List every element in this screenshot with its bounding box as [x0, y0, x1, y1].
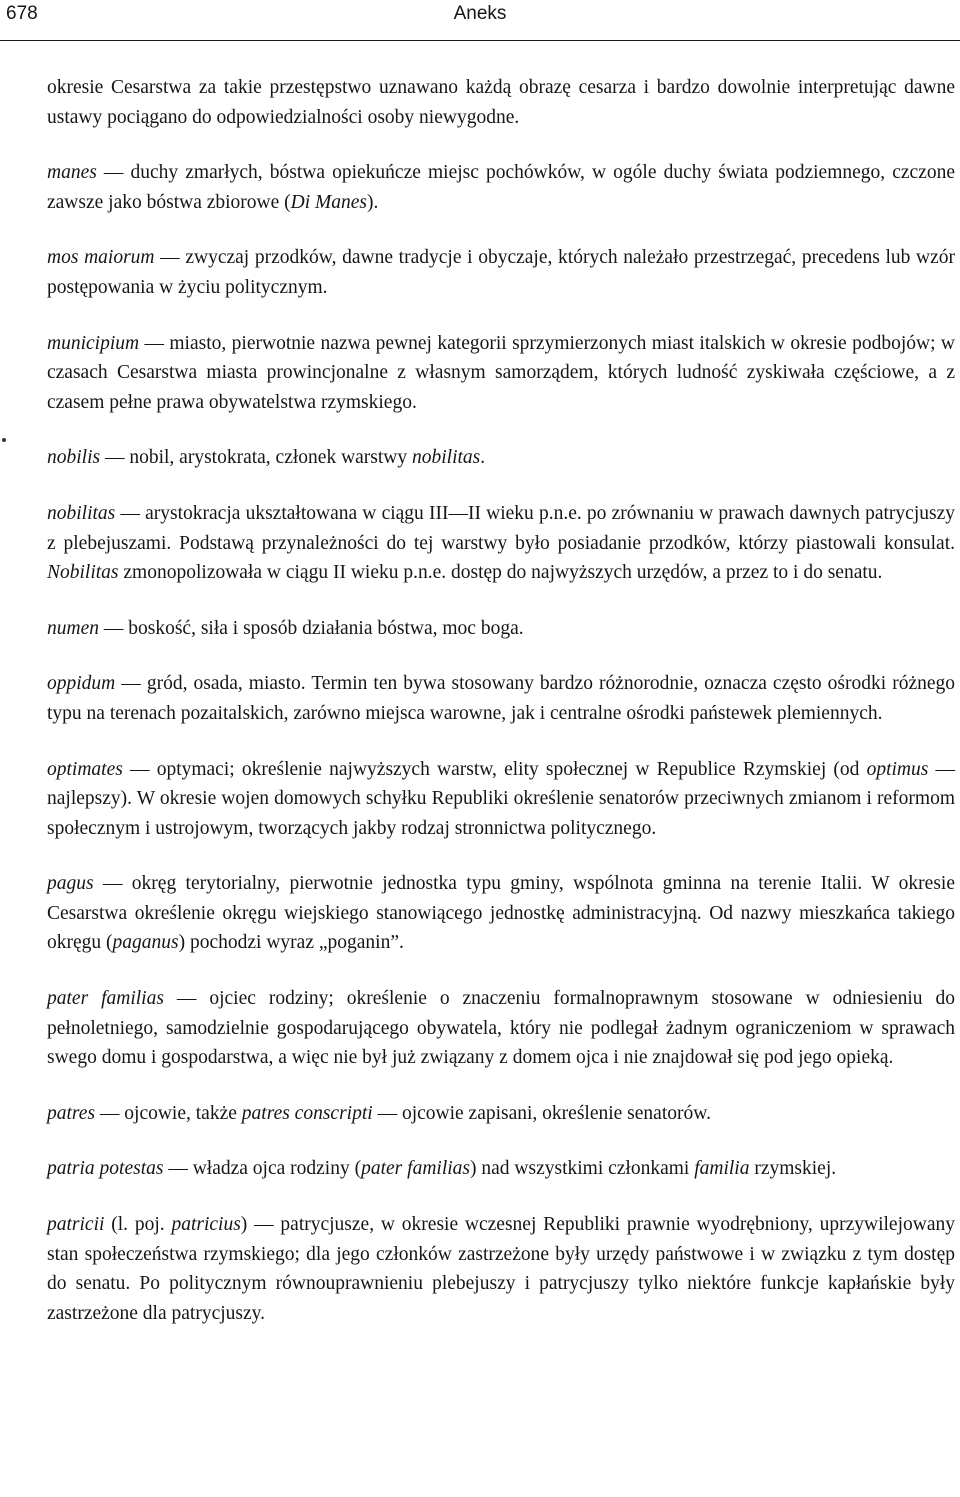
- glossary-entry-manes: manes — duchy zmarłych, bóstwa opiekuńcze miejsc pochówków, w ogóle duchy świata podziemnego, czczone zawsze jako bóstwa zbiorowe (Di Manes).: [47, 162, 956, 213]
- entry-term: nobilitas: [47, 502, 116, 524]
- entry-term: optimates: [47, 758, 123, 780]
- entry-term: patria potestas: [47, 1158, 164, 1180]
- glossary-entry-pagus: pagus — okręg terytorialny, pierwotnie jednostka typu gminy, wspólnota gminna na terenie Italii. W okresie Cesarstwa określenie okręgu wiejskiego stanowiącego jednostkę administracyjną. Od nazwy mieszkańca takiego okręgu (paganus) pochodzi wyraz „poganin”.: [47, 873, 955, 954]
- entry-definition: nobil, arystokrata, członek warstwy: [129, 447, 413, 469]
- entry-definition: optymaci; określenie najwyższych warstw, elity społecznej w Republice Rzymskiej (od: [156, 758, 867, 780]
- glossary-entry-optimates: optimates — optymaci; określenie najwyższych warstw, elity społecznej w Republice Rzymskiej (od optimus — najlepszy). W okresie wojen domowych schyłku Republiki określenie senatorów przeciwnych zmianom i reformom społecznym i ustrojowym, tworzących jakby rodzaj stronnictwa politycznego.: [47, 758, 956, 839]
- running-head: Aneks: [453, 3, 507, 24]
- entry-term: manes: [47, 162, 97, 184]
- entry-term: patricii: [47, 1214, 105, 1236]
- entry-term: pater familias: [47, 988, 164, 1010]
- glossary-entry-numen: numen — boskość, siła i sposób działania bóstwa, moc boga.: [47, 617, 524, 639]
- entry-term: nobilis: [47, 447, 101, 469]
- glossary-entry-mos-maiorum: mos maiorum — zwyczaj przodków, dawne tradycje i obyczaje, których należało przestrzegać, precedens lub wzór postępowania w życiu politycznym.: [47, 247, 956, 298]
- entry-definition: ojcowie, także: [124, 1102, 242, 1124]
- glossary-entry-municipium: municipium — miasto, pierwotnie nazwa pewnej kategorii sprzymierzonych miast italskich w okresie podbojów; w czasach Cesarstwa miasta prowincjonalne z własnym samorządem, których ludność zyskiwała częściowe, a z czasem pełne prawa obywatelstwa rzymskiego.: [47, 332, 955, 413]
- entry-term: patres: [47, 1102, 96, 1124]
- entry-term: oppidum: [47, 673, 116, 695]
- entry-definition: boskość, siła i sposób działania bóstwa, moc boga.: [128, 617, 524, 639]
- glossary-entry-patria-potestas: patria potestas — władza ojca rodziny (pater familias) nad wszystkimi członkami familia rzymskiej.: [47, 1158, 837, 1180]
- glossary-entry-patricii: patricii (l. poj. patricius) — patrycjusze, w okresie wczesnej Republiki prawnie wyodrębniony, uprzywilejowany stan społeczeństwa rzymskiego; dla jego członków zastrzeżone były urzędy państwowe i w związku z tym dostęp do senatu. Po politycznym równouprawnieniu plebejuszy i patrycjuszy tylko niektóre funkcje kapłańskie były zastrzeżone dla patrycjuszy.: [47, 1214, 955, 1324]
- entry-definition: miasto, pierwotnie nazwa pewnej kategorii sprzymierzonych miast italskich w okresie podbojów; w czasach Cesarstwa miasta prowincjonalne z własnym samorządem, których ludność zyskiwała częściowe, a z czasem pełne prawa obywatelstwa rzymskiego.: [47, 332, 955, 413]
- entry-definition: ojciec rodziny; określenie o znaczeniu formalnoprawnym stosowane w odniesieniu do pełnoletniego, samodzielnie gospodarującego obywatela, który nie podlegał żadnym ograniczeniom w sprawach swego domu i gospodarstwa, a więc nie był już związany z domem ojca i nie znajdował się pod jego opieką.: [47, 988, 956, 1069]
- glossary-entry-nobilitas: nobilitas — arystokracja ukształtowana w ciągu III—II wieku p.n.e. po zrównaniu w prawach dawnych patrycjuszy z plebejuszami. Podstawą przynależności do tej warstwy było posiadanie przodków, którzy piastowali konsulat. Nobilitas zmonopolizowała w ciągu II wieku p.n.e. dostęp do najwyższych urzędów, a przez to i do senatu.: [47, 502, 955, 584]
- page-header: [0, 0, 960, 41]
- entry-definition: gród, osada, miasto. Termin ten bywa stosowany bardzo różnorodnie, oznacza często ośrodki różnego typu na terenach pozaitalskich, zarówno miejsca warowne, jak i centralne ośrodki państewek plemiennych.: [47, 673, 955, 724]
- entry-definition: duchy zmarłych, bóstwa opiekuńcze miejsc pochówków, w ogóle duchy świata podziemnego, czczone zawsze jako bóstwa zbiorowe (: [47, 162, 956, 213]
- entry-term: municipium: [47, 332, 140, 354]
- glossary-body: [47, 73, 955, 1328]
- margin-dot: [2, 438, 6, 442]
- entry-term: mos maiorum: [47, 247, 155, 269]
- glossary-entry-nobilis: nobilis — nobil, arystokrata, członek warstwy nobilitas.: [47, 447, 486, 469]
- entry-definition: arystokracja ukształtowana w ciągu III—II wieku p.n.e. po zrównaniu w prawach dawnych patrycjuszy z plebejuszami. Podstawą przynależności do tej warstwy było posiadanie przodków, którzy piastowali konsulat.: [47, 502, 955, 554]
- glossary-entry-pater-familias: pater familias — ojciec rodziny; określenie o znaczeniu formalnoprawnym stosowane w odniesieniu do pełnoletniego, samodzielnie gospodarującego obywatela, który nie podlegał żadnym ograniczeniom w sprawach swego domu i gospodarstwa, a więc nie był już związany z domem ojca i nie znajdował się pod jego opieką.: [47, 988, 956, 1069]
- glossary-entry-patres: patres — ojcowie, także patres conscripti — ojcowie zapisani, określenie senatorów.: [47, 1102, 711, 1124]
- entry-term: numen: [47, 617, 99, 639]
- entry-term: pagus: [47, 873, 94, 895]
- entry-definition: zwyczaj przodków, dawne tradycje i obyczaje, których należało przestrzegać, precedens lub wzór postępowania w życiu politycznym.: [47, 247, 956, 298]
- glossary-entry-oppidum: oppidum — gród, osada, miasto. Termin ten bywa stosowany bardzo różnorodnie, oznacza często ośrodki różnego typu na terenach pozaitalskich, zarówno miejsca warowne, jak i centralne ośrodki państewek plemiennych.: [47, 673, 955, 724]
- glossary-entry-continuation: okresie Cesarstwa za takie przestępstwo uznawano każdą obrazę cesarza i bardzo dowolnie interpretując dawne ustawy pociągano do odpowiedzialności osoby niewygodne.: [47, 77, 955, 128]
- entry-definition: okręg terytorialny, pierwotnie jednostka typu gminy, wspólnota gminna na terenie Italii. W okresie Cesarstwa określenie okręgu wiejskiego stanowiącego jednostkę administracyjną. Od nazwy mieszkańca takiego okręgu (: [47, 873, 955, 954]
- entry-definition: ) — patrycjusze, w okresie wczesnej Republiki prawnie wyodrębniony, uprzywilejowany stan społeczeństwa rzymskiego; dla jego członków zastrzeżone były urzędy państwowe i w związku z tym dostęp do senatu. Po politycznym równouprawnieniu plebejuszy i patrycjuszy tylko niektóre funkcje kapłańskie były zastrzeżone dla patrycjuszy.: [47, 1214, 955, 1324]
- entry-definition: władza ojca rodziny (: [192, 1158, 362, 1180]
- page-number: 678: [6, 3, 38, 24]
